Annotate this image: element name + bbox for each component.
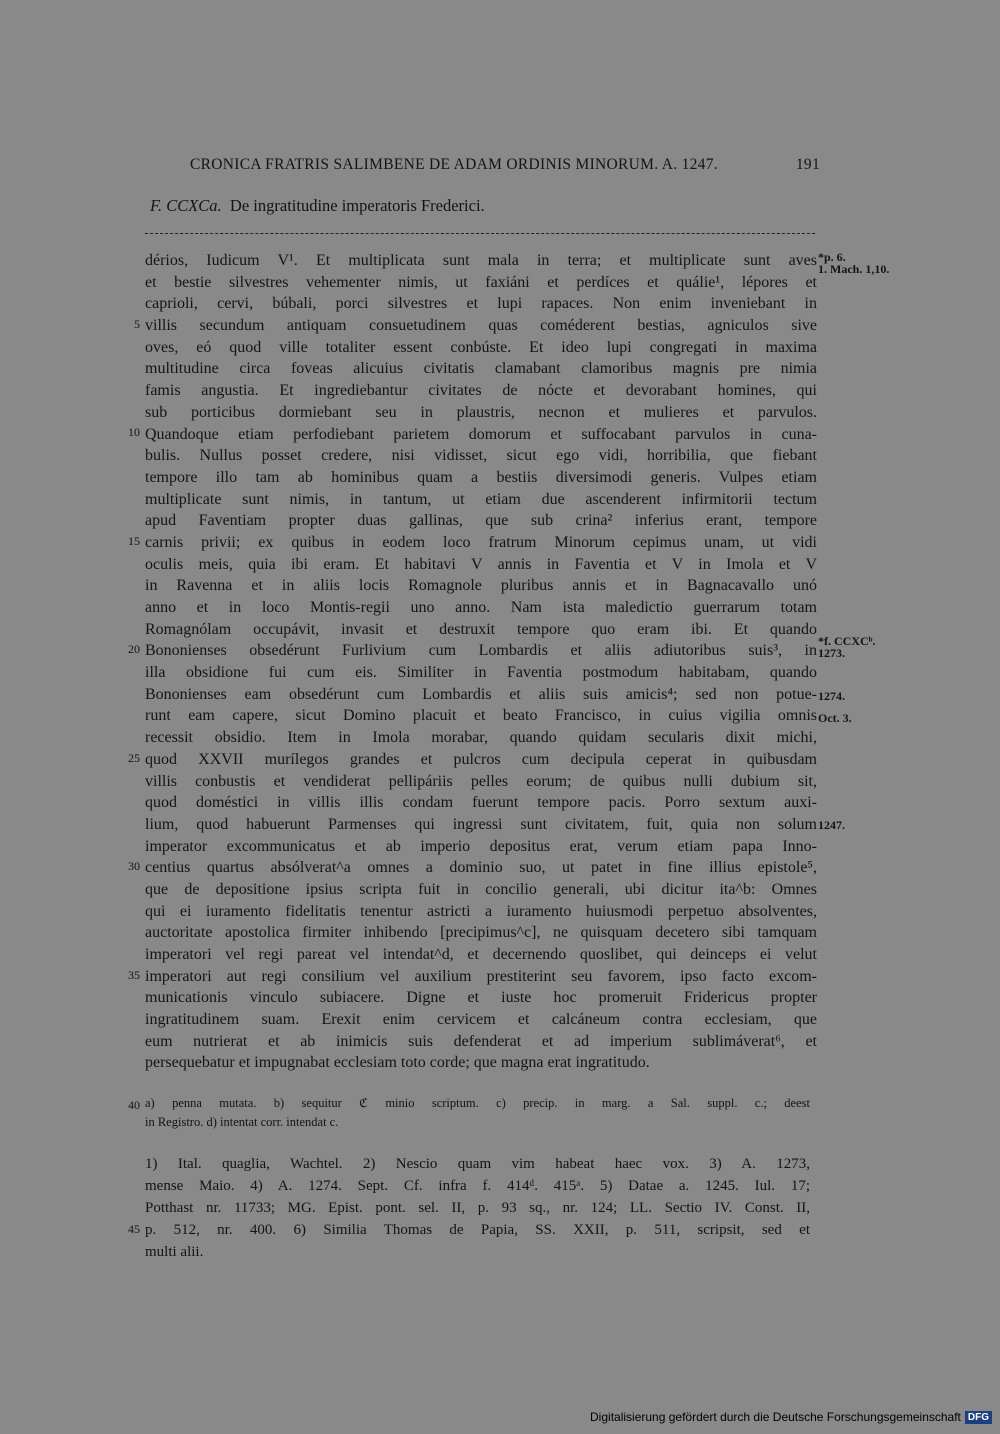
- running-title: CRONICA FRATRIS SALIMBENE DE ADAM ORDINIS MINORUM. A. 1247.: [190, 156, 718, 173]
- text-line: eum nutrierat et ab inimicis suis defenderat et ad imperium sublimáverat⁶, et: [145, 1032, 817, 1050]
- line-number: 10: [128, 425, 140, 439]
- text-line: persequebatur et impugnabat ecclesiam toto corde; que magna erat ingratitudo.: [145, 1054, 650, 1072]
- text-line: villis conbustis et vendiderat pellipáriis pelles eorum; de quibus nulli dubium sit,: [145, 772, 817, 790]
- margin-note: 1247.: [818, 818, 845, 832]
- margin-note: *p. 6.: [818, 250, 846, 264]
- text-line: et bestie silvestres vehementer nimis, ut faxiáni et perdíces et quálie¹, lépores et: [145, 273, 817, 291]
- footnote-line: Potthast nr. 11733; MG. Epist. pont. sel. II, p. 93 sq., nr. 124; LL. Sectio IV. Const. II,: [145, 1200, 810, 1216]
- line-number: 45: [128, 1222, 140, 1236]
- text-line: lium, quod habuerunt Parmenses qui ingressi sunt civitatem, fuit, quia non solum: [145, 815, 817, 833]
- text-line: Bononienses eam obsedérunt cum Lombardis et aliis suis amicis⁴; sed non potue-: [145, 685, 817, 703]
- critical-apparatus: [145, 1094, 810, 1132]
- margin-note: 1274.: [818, 689, 845, 703]
- text-line: bulis. Nullus posset credere, nisi vidisset, sicut ego vidi, horribilia, que fiebant: [145, 447, 817, 465]
- line-number: 5: [134, 317, 140, 331]
- text-line: centius quartus absólverat^a omnes a dominio suo, ut patet in fine illius epistole⁵,: [145, 859, 817, 877]
- footnote-line: 1) Ital. quaglia, Wachtel. 2) Nescio quam vim habeat haec vox. 3) A. 1273,: [145, 1156, 810, 1172]
- text-line: auctoritate apostolica firmiter inhibendo [precipimus^c], ne quisquam decetero sibi tamquam: [145, 924, 817, 942]
- footnote-line: mense Maio. 4) A. 1274. Sept. Cf. infra f. 414ᵈ. 415ᵃ. 5) Datae a. 1245. Iul. 17;: [145, 1178, 810, 1194]
- text-line: imperatori aut regi consilium vel auxilium prestiterint seu favorem, ipso facto excom-: [145, 967, 817, 985]
- text-line: Bononienses obsedérunt Furlivium cum Lombardis et aliis adiutoribus suis³, in: [145, 642, 817, 660]
- line-number: 30: [128, 859, 140, 873]
- line-number: 25: [128, 751, 140, 765]
- text-line: imperator excommunicatus et ab imperio depositus erat, verum etiam papa Inno-: [145, 837, 817, 855]
- text-line: carnis privii; ex quibus in eodem loco fratrum Minorum cepimus unam, ut vidi: [145, 533, 817, 551]
- margin-note: 1273.: [818, 646, 845, 660]
- text-line: caprioli, cervi, búbali, porci silvestres et lupi rapaces. Non enim inveniebant in: [145, 295, 817, 313]
- text-line: illa obsidione fui cum eis. Similiter in Faventia postmodum habitabam, quando: [145, 664, 817, 682]
- line-number: 35: [128, 968, 140, 982]
- text-line: quod doméstici in villis illis condam fuerunt tempore pacis. Porro sextum auxi-: [145, 794, 817, 812]
- text-line: quod XXVII murílegos grandes et pulcros cum decipula ceperat in quibusdam: [145, 750, 817, 768]
- footnote-line: multi alii.: [145, 1244, 204, 1260]
- main-text: [145, 250, 817, 1074]
- footnotes: [145, 1153, 810, 1263]
- margin-note: Oct. 3.: [818, 711, 852, 725]
- text-line: multitudine circa foveas alicuius civitatis clamabant clamoribus magnis pre nimia: [145, 360, 817, 378]
- text-line: municationis vinculo subiacere. Digne et iuste hoc promeruit Fridericus propter: [145, 989, 817, 1007]
- dfg-logo: DFG: [965, 1411, 992, 1424]
- text-line: Quandoque etiam perfodiebant parietem domorum et suffocabant parvulos in cuna-: [145, 425, 817, 443]
- page-number: 191: [795, 156, 820, 173]
- text-line: tempore illo tam ab hominibus quam a bestiis diversimodi generis. Vulpes etiam: [145, 468, 817, 486]
- divider: [145, 233, 815, 234]
- text-line: sub porticibus dormiebant seu in plaustris, necnon et mulieres et parvulos.: [145, 403, 817, 421]
- line-number: 20: [128, 642, 140, 656]
- chapter-heading: [150, 196, 485, 216]
- chapter-title: De ingratitudine imperatoris Frederici.: [229, 196, 485, 215]
- text-line: ingratitudinem suam. Erexit enim cervicem et calcáneum contra ecclesiam, que: [145, 1011, 817, 1029]
- footnote-line: p. 512, nr. 400. 6) Similia Thomas de Papia, SS. XXII, p. 511, scripsit, sed et: [145, 1222, 810, 1238]
- text-line: apud Faventiam propter duas gallinas, que sub crina² inferius erant, tempore: [145, 512, 817, 530]
- text-line: anno et in loco Montis-regii uno anno. Nam ista maledictio guerrarum totam: [145, 599, 817, 616]
- text-line: famis angustia. Et ingrediebantur civitates de nócte et devorabant homines, qui: [145, 382, 817, 400]
- text-line: dérios, Iudicum V¹. Et multiplicata sunt mala in terra; et multiplicate sunt aves: [145, 252, 817, 269]
- text-line: multiplicate sunt nimis, in tantum, ut etiam due ascenderent infirmitorii tectum: [145, 490, 817, 508]
- crit-note-line: a) penna mutata. b) sequitur ℭ minio scriptum. c) precip. in marg. a Sal. suppl. c.; deest: [145, 1096, 810, 1110]
- text-line: oves, eó quod ville totaliter essent conbúste. Et ideo lupi congregati in maxima: [145, 338, 817, 356]
- crit-note-line: in Registro. d) intentat corr. intendat c.: [145, 1115, 339, 1129]
- text-line: runt eam capere, sicut Domino placuit et beato Francisco, in cuius vigilia omnis: [145, 707, 817, 725]
- margin-note: 1. Mach. 1,10.: [818, 262, 890, 276]
- running-header: [190, 156, 820, 174]
- text-line: Romagnólam occupávit, invasit et destruxit tempore quo eram ibi. Et quando: [145, 620, 817, 638]
- line-number: 40: [128, 1098, 140, 1112]
- text-line: recessit obsidio. Item in Imola morabar, quando quidam secularis dixit michi,: [145, 729, 817, 747]
- margin-note: *f. CCXCᵇ.: [818, 634, 876, 648]
- text-line: oculis meis, quia ibi eram. Et habitavi V annis in Faventia et V in Imola et V: [145, 555, 817, 573]
- text-line: que de depositione ipsius scripta fuit in concilio generali, ubi dicitur ita^b: Omnes: [145, 880, 817, 898]
- text-line: qui ei iuramento fidelitatis tenentur astricti a iuramento huiusmodi perpetuo absolventes,: [145, 902, 817, 920]
- chapter-folio: F. CCXCa.: [150, 196, 222, 215]
- footer: [590, 1410, 992, 1424]
- footer-text: Digitalisierung gefördert durch die Deutsche Forschungsgemeinschaft: [590, 1410, 961, 1424]
- text-line: imperatori vel regi pareat vel intendat^d, et decernendo quoslibet, qui deinceps ei velut: [145, 946, 817, 963]
- text-line: in Ravenna et in aliis locis Romagnole pluribus annis et in Bagnacavallo unó: [145, 577, 817, 595]
- line-number: 15: [128, 534, 140, 548]
- text-line: villis secundum antiquam consuetudinem quas coméderent bestias, agniculos sive: [145, 317, 817, 335]
